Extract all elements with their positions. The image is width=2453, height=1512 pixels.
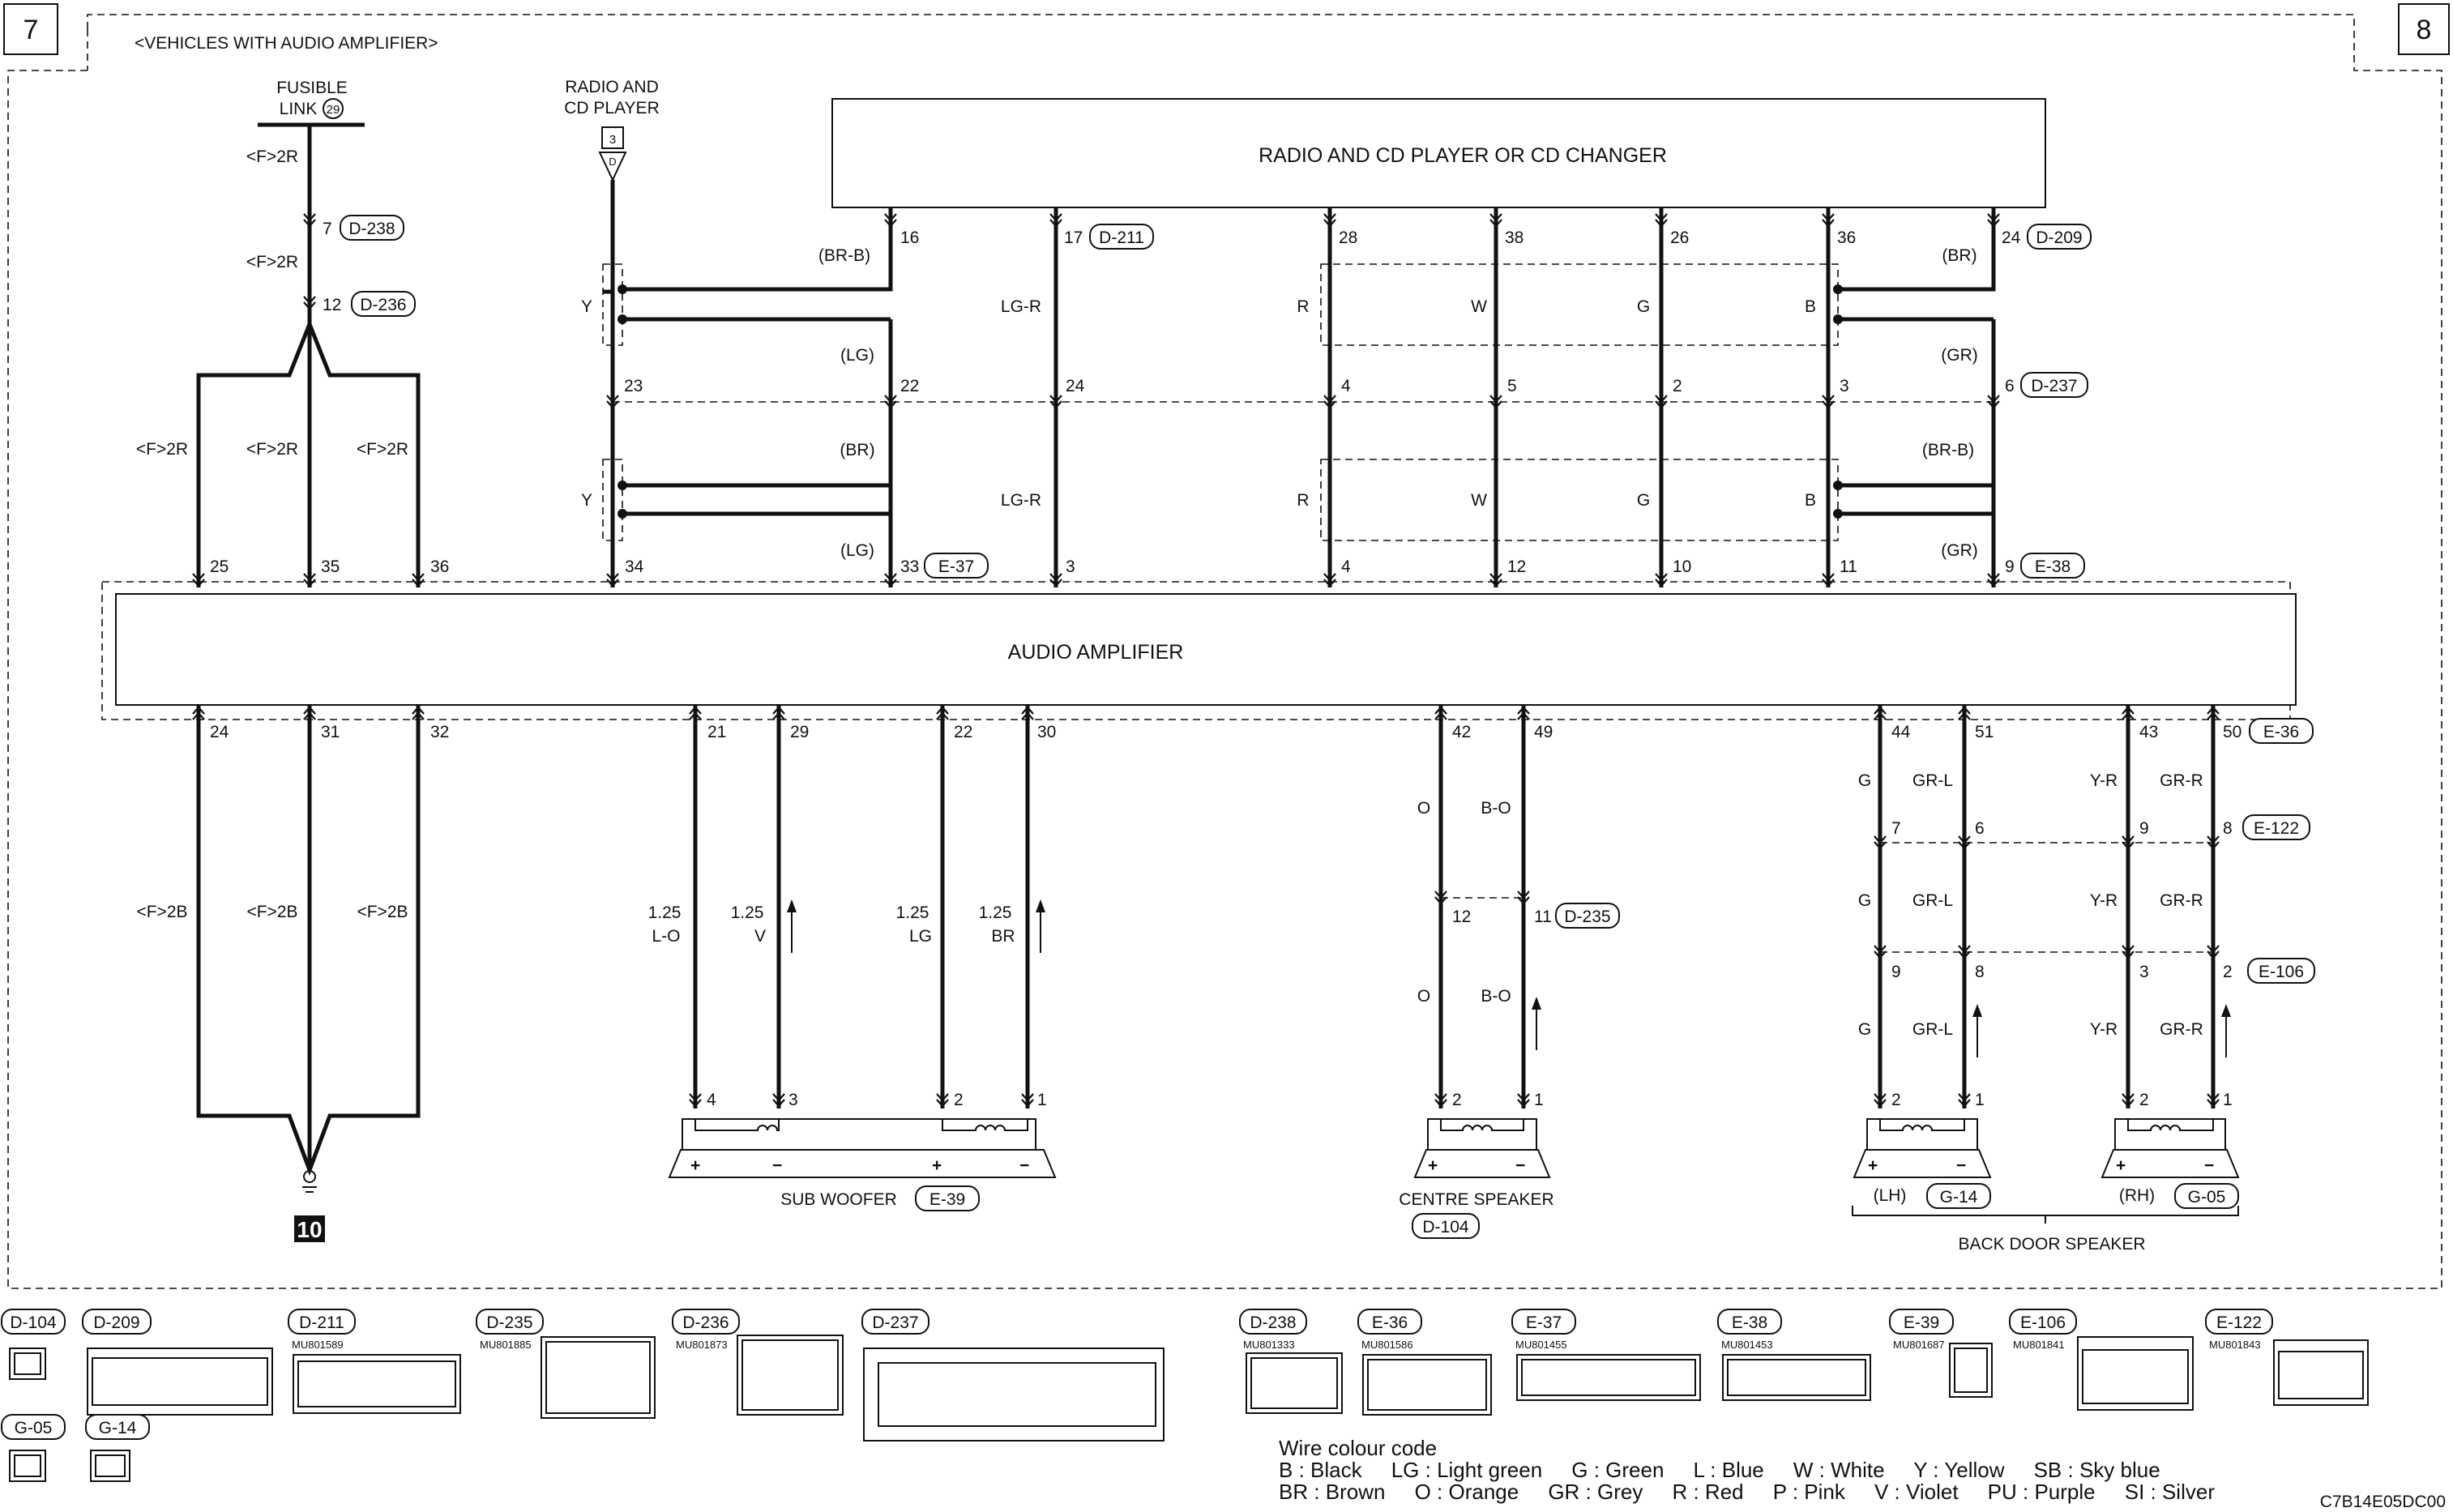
- connector-badge-label: D-209: [2036, 229, 2083, 247]
- wire-colour: B: [1804, 297, 1817, 316]
- pin-number: 51: [1975, 723, 1994, 741]
- connector-badge-label: E-37: [938, 557, 975, 576]
- centre-minus: −: [1515, 1156, 1526, 1175]
- wire-colour: W: [1471, 297, 1487, 316]
- wire-colour: G: [1636, 297, 1651, 316]
- connector-badge-label: E-39: [929, 1190, 966, 1209]
- part-number: MU801873: [676, 1339, 728, 1351]
- wire-colour: W: [1471, 491, 1487, 510]
- pin-number: 4: [707, 1091, 716, 1109]
- page-number-left: 7: [23, 15, 39, 45]
- wire-gauge: 1.25: [730, 903, 764, 922]
- connector-D-235: [476, 1309, 655, 1418]
- pin-number: 3: [2139, 963, 2149, 981]
- wire-colour: (BR): [840, 441, 875, 459]
- pin-number: 12: [1452, 908, 1472, 926]
- pin-number: 31: [321, 723, 340, 741]
- top-harness: [193, 207, 2091, 587]
- pin-number: 11: [1534, 908, 1552, 926]
- diagram-code: C7B14E05DC00: [2319, 1493, 2446, 1511]
- legend-row-1: B : Black LG : Light green G : Green L : Blue W : White Y : Yellow SB : Sky blue: [1279, 1458, 2160, 1482]
- pin-number: 7: [1891, 819, 1901, 838]
- centre-plus: +: [1428, 1156, 1438, 1175]
- wire-colour: Y-R: [2089, 1020, 2118, 1039]
- wire-colour: <F>2B: [246, 903, 298, 921]
- centre-speaker-circuit: [1399, 705, 1619, 1238]
- pin-number: 21: [707, 723, 727, 741]
- pin-number: 6: [1975, 819, 1985, 838]
- legend-title: Wire colour code: [1279, 1436, 1438, 1460]
- connector-badge-label: E-39: [1903, 1313, 1940, 1332]
- wire-colour: GR-R: [2160, 771, 2203, 790]
- sub-woofer-label: SUB WOOFER: [780, 1190, 897, 1209]
- page-number-right: 8: [2416, 15, 2432, 45]
- pin-number: 28: [1339, 229, 1358, 247]
- wire-colour: LG: [908, 927, 933, 946]
- diagram-heading: <VEHICLES WITH AUDIO AMPLIFIER>: [135, 34, 438, 53]
- connector-E-38: [1718, 1309, 1870, 1400]
- wire-gauge: 1.25: [895, 903, 929, 922]
- wire-colour: (GR): [1941, 346, 1978, 365]
- centre-speaker-label: CENTRE SPEAKER: [1399, 1190, 1554, 1209]
- wire-colour: G: [1857, 1020, 1872, 1039]
- connector-D-209: [83, 1309, 272, 1415]
- pin-number: 24: [210, 723, 229, 741]
- wire-colour: R: [1297, 297, 1310, 316]
- pin-number: 1: [2223, 1091, 2233, 1109]
- ground-point-number: 10: [297, 1217, 323, 1242]
- connector-badge-label: E-36: [1371, 1313, 1408, 1332]
- pin-number: 30: [1037, 723, 1057, 741]
- connector-badge-label: E-106: [2258, 963, 2305, 981]
- pin-number: 17: [1064, 229, 1083, 247]
- part-number: MU801333: [1243, 1339, 1295, 1351]
- wire-colour: B-O: [1481, 987, 1511, 1006]
- connector-badge-label: D-104: [10, 1313, 57, 1332]
- wire-colour: (GR): [1941, 541, 1978, 560]
- connector-badge-label: D-211: [1099, 229, 1144, 247]
- pin-number: 4: [1341, 377, 1351, 395]
- wire-colour: G: [1857, 771, 1872, 790]
- pin-number: 33: [900, 557, 920, 576]
- wire-colour: R: [1297, 491, 1310, 510]
- pin-number: 24: [1066, 377, 1085, 395]
- sub-plus-2: +: [932, 1156, 942, 1175]
- fusible-link-feed: [136, 79, 418, 587]
- radio-cd-feed: [564, 78, 659, 587]
- part-number: MU801687: [1893, 1339, 1945, 1351]
- fusible-branch-wire-2: <F>2R: [246, 440, 299, 459]
- part-number: MU801455: [1515, 1339, 1567, 1351]
- fusible-wire-2: <F>2R: [246, 253, 299, 271]
- pin-number: 9: [2139, 819, 2149, 838]
- radio-feed-box-number: 3: [609, 133, 617, 147]
- wire-colour: O: [1417, 987, 1431, 1006]
- pin-number: 44: [1891, 723, 1911, 741]
- connector-badge-label: D-235: [486, 1313, 533, 1332]
- part-number: MU801589: [292, 1339, 344, 1351]
- wire-colour-legend: [1279, 1436, 2446, 1511]
- pin-number: 25: [210, 557, 229, 576]
- signal-arrow-icon: [1972, 1004, 1982, 1057]
- rh-plus: +: [2116, 1156, 2126, 1175]
- audio-amplifier: [102, 582, 2296, 720]
- back-speaker-rh-box: [2115, 1119, 2225, 1150]
- pin-number: 24: [2002, 229, 2021, 247]
- wire-colour: Y-R: [2089, 891, 2118, 910]
- connector-badge-label: D-211: [299, 1313, 344, 1332]
- radio-cd-unit-label: RADIO AND CD PLAYER OR CD CHANGER: [1259, 144, 1667, 167]
- wire-colour: <F>2B: [136, 903, 188, 921]
- wire-colour: GR-L: [1912, 1020, 1954, 1039]
- wire-colour: Y-R: [2089, 771, 2118, 790]
- connector-badge-label: G-05: [14, 1419, 53, 1437]
- radio-feed-letter: D: [609, 156, 617, 168]
- pin-number: 29: [790, 723, 810, 741]
- pin-number: 3: [788, 1091, 798, 1109]
- pin-number: 9: [2005, 557, 2015, 576]
- connector-badge-label: G-05: [2187, 1188, 2226, 1207]
- wire-colour: GR-L: [1912, 891, 1954, 910]
- connector-badge-label: D-237: [2031, 377, 2078, 395]
- pin-number: 32: [430, 723, 450, 741]
- sub-plus-1: +: [690, 1156, 701, 1175]
- connector-D-236: [673, 1309, 843, 1415]
- part-number: MU801453: [1721, 1339, 1773, 1351]
- wire-colour: V: [754, 927, 767, 946]
- connector-badge-label: D-237: [872, 1313, 919, 1332]
- lh-plus: +: [1868, 1156, 1878, 1175]
- radio-feed-label-1: RADIO AND: [565, 78, 659, 96]
- wire-colour: GR-R: [2160, 1020, 2203, 1039]
- wire-colour: L-O: [652, 927, 681, 946]
- pin-number: 35: [321, 557, 340, 576]
- connector-badge-label: D-104: [1422, 1218, 1469, 1237]
- pin-number: 10: [1673, 557, 1692, 576]
- back-door-speaker-circuit: [1853, 705, 2314, 1254]
- wire-colour: B: [1804, 491, 1817, 510]
- wire-colour: (BR-B): [1921, 441, 1975, 459]
- connector-badge-label: D-238: [348, 220, 395, 238]
- pin-number: 36: [430, 557, 450, 576]
- radio-cd-unit: [832, 99, 2045, 207]
- connector-badge-label: G-14: [1939, 1188, 1978, 1207]
- connector-E-122: [2206, 1309, 2368, 1405]
- ground-harness: [136, 705, 449, 1242]
- pin-number: 43: [2139, 723, 2159, 741]
- legend-row-2: BR : Brown O : Orange GR : Grey R : Red P : Pink V : Violet PU : Purple SI : Silver: [1279, 1480, 2215, 1504]
- signal-arrow-icon: [1532, 997, 1541, 1050]
- connector-badge-label: E-37: [1525, 1313, 1562, 1332]
- lh-minus: −: [1956, 1156, 1967, 1175]
- lh-label: (LH): [1873, 1186, 1907, 1205]
- wire-colour: BR: [991, 927, 1015, 946]
- wire-gauge: 1.25: [647, 903, 682, 922]
- connector-badge-label: G-14: [98, 1419, 137, 1437]
- wire-colour: LG-R: [1000, 491, 1042, 510]
- connector-badge-label: E-122: [2253, 819, 2300, 838]
- pin-number: 12: [1507, 557, 1527, 576]
- fusible-pin-7: 7: [323, 220, 332, 238]
- pin-number: 1: [1037, 1091, 1047, 1109]
- rh-minus: −: [2204, 1156, 2215, 1175]
- connector-badge-label: D-238: [1250, 1313, 1297, 1332]
- pin-number: 6: [2005, 377, 2015, 395]
- connector-E-106: [2010, 1309, 2193, 1410]
- fusible-link-number: 29: [326, 103, 340, 117]
- fusible-branch-wire-3: <F>2R: [356, 440, 409, 459]
- pin-number: 4: [1341, 557, 1351, 576]
- connector-D-237: [862, 1309, 1164, 1441]
- wire-gauge: 1.25: [978, 903, 1012, 922]
- connector-badge-label: E-36: [2263, 723, 2300, 741]
- rh-label: (RH): [2118, 1186, 2156, 1205]
- pin-number: 34: [625, 557, 644, 576]
- wire-colour: (LG): [840, 346, 874, 365]
- connector-badge-label: E-106: [2019, 1313, 2066, 1332]
- connector-badge-label: E-38: [2034, 557, 2071, 576]
- sub-woofer-box: [682, 1119, 1036, 1150]
- wire-colour: (BR-B): [818, 246, 871, 265]
- connector-D-211: [288, 1309, 460, 1413]
- part-number: MU801843: [2209, 1339, 2261, 1351]
- pin-number: 16: [900, 229, 920, 247]
- connector-D-104: [2, 1309, 65, 1379]
- pin-number: 11: [1840, 557, 1857, 576]
- pin-number: 38: [1505, 229, 1524, 247]
- connector-badge-label: E-38: [1731, 1313, 1768, 1332]
- wire-colour: G: [1636, 491, 1651, 510]
- connector-badge-label: D-236: [682, 1313, 729, 1332]
- sub-minus-1: −: [772, 1156, 783, 1175]
- wire-colour: B-O: [1481, 799, 1511, 818]
- fusible-pin-12: 12: [323, 296, 342, 314]
- wire-colour: LG-R: [1000, 297, 1042, 316]
- radio-feed-label-2: CD PLAYER: [564, 99, 660, 117]
- pin-number: 2: [2223, 963, 2233, 981]
- wire-colour: Y: [580, 491, 593, 510]
- pin-number: 8: [1975, 963, 1985, 981]
- connector-badge-label: D-209: [93, 1313, 140, 1332]
- connector-D-238: [1240, 1309, 1342, 1413]
- part-number: MU801841: [2013, 1339, 2065, 1351]
- audio-amplifier-box: [116, 594, 2296, 705]
- back-door-speaker-label: BACK DOOR SPEAKER: [1958, 1235, 2146, 1254]
- pin-number: 22: [954, 723, 973, 741]
- pin-number: 2: [1891, 1091, 1901, 1109]
- pin-number: 22: [900, 377, 920, 395]
- part-number: MU801586: [1361, 1339, 1413, 1351]
- wire-colour: (LG): [840, 541, 874, 560]
- connector-views: [2, 1309, 2368, 1481]
- wire-colour: GR-L: [1912, 771, 1954, 790]
- audio-amplifier-label: AUDIO AMPLIFIER: [1007, 641, 1184, 664]
- connector-badge-label: D-235: [1564, 908, 1611, 926]
- connector-E-39: [1890, 1309, 1992, 1397]
- back-speaker-lh-box: [1867, 1119, 1977, 1150]
- pin-number: 5: [1507, 377, 1517, 395]
- signal-arrow-icon: [787, 899, 797, 953]
- pin-number: 2: [954, 1091, 964, 1109]
- pin-number: 3: [1066, 557, 1075, 576]
- fusible-branch-wire-1: <F>2R: [135, 440, 189, 459]
- pin-number: 42: [1452, 723, 1472, 741]
- pin-number: 1: [1534, 1091, 1544, 1109]
- connector-E-37: [1512, 1309, 1700, 1400]
- pin-number: 2: [1452, 1091, 1462, 1109]
- centre-speaker-box: [1428, 1119, 1536, 1150]
- connector-G-14: [86, 1415, 149, 1481]
- pin-number: 23: [624, 377, 643, 395]
- pin-number: 2: [1673, 377, 1682, 395]
- wire-colour: O: [1417, 799, 1431, 818]
- sub-minus-2: −: [1019, 1156, 1030, 1175]
- wire-colour: GR-R: [2160, 891, 2203, 910]
- wire-colour: Y: [580, 297, 593, 316]
- pin-number: 2: [2139, 1091, 2149, 1109]
- connector-badge-label: E-122: [2216, 1313, 2263, 1332]
- wire-colour: G: [1857, 891, 1872, 910]
- connector-badge-label: D-236: [360, 296, 407, 314]
- connector-E-36: [1358, 1309, 1491, 1415]
- sub-woofer-circuit: [648, 705, 1057, 1211]
- pin-number: 50: [2223, 723, 2242, 741]
- fusible-wire-1: <F>2R: [246, 147, 299, 166]
- pin-number: 8: [2223, 819, 2233, 838]
- pin-number: 1: [1975, 1091, 1985, 1109]
- wire-colour: <F>2B: [357, 903, 408, 921]
- pin-number: 9: [1891, 963, 1901, 981]
- pin-number: 36: [1837, 229, 1857, 247]
- connector-G-05: [2, 1415, 65, 1481]
- fusible-link-label-1: FUSIBLE: [276, 79, 348, 97]
- pin-number: 3: [1840, 377, 1849, 395]
- wire-colour: (BR): [1942, 246, 1977, 265]
- pin-number: 26: [1670, 229, 1690, 247]
- pin-number: 49: [1534, 723, 1553, 741]
- fusible-link-label-2: LINK: [279, 100, 318, 118]
- signal-arrow-icon: [1036, 899, 1045, 953]
- part-number: MU801885: [480, 1339, 532, 1351]
- signal-arrow-icon: [2221, 1004, 2231, 1057]
